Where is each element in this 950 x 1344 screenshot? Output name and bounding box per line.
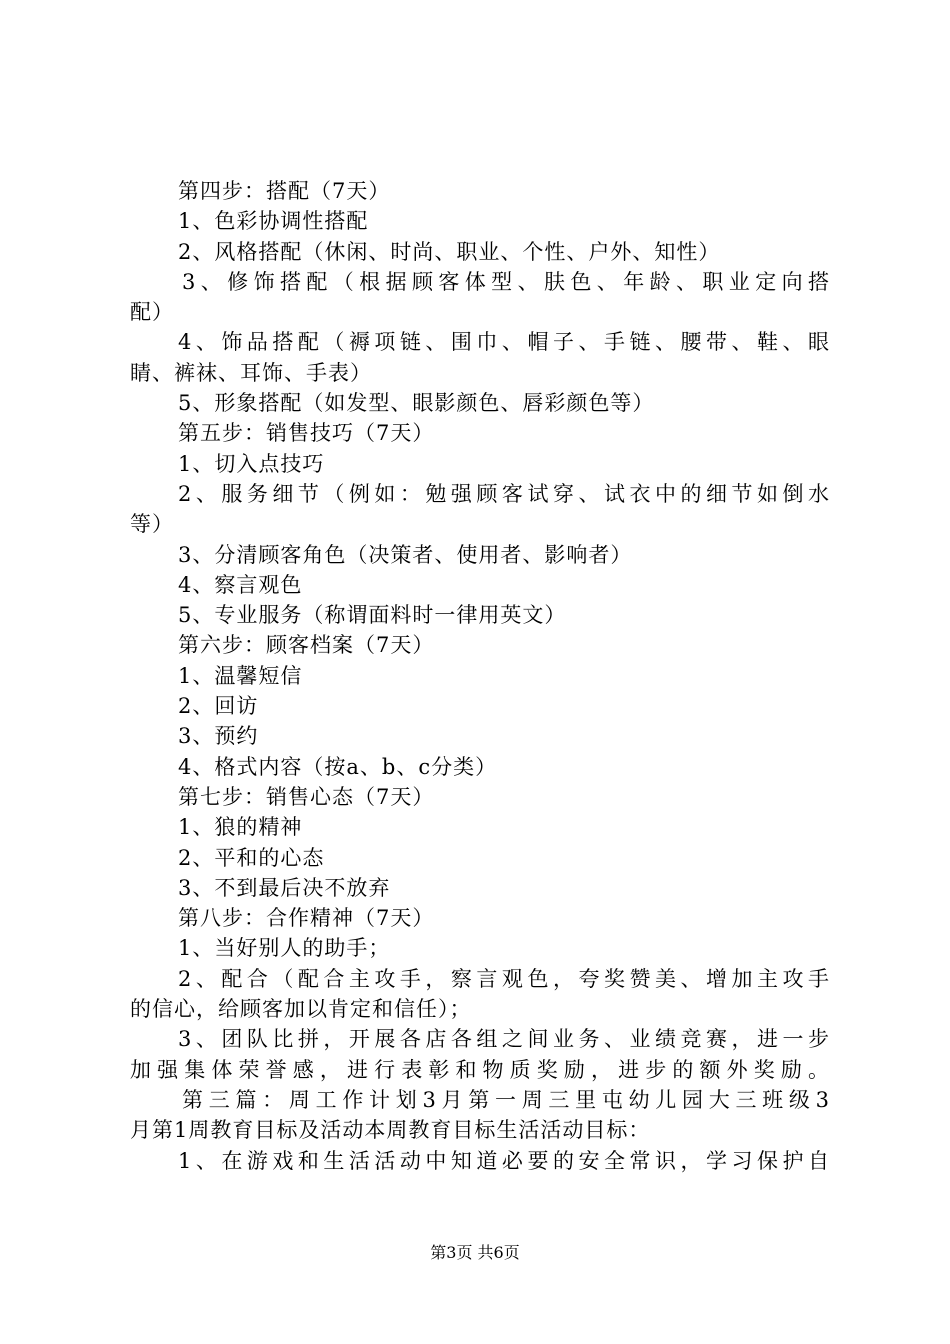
text-line: 加强集体荣誉感，进行表彰和物质奖励，进步的额外奖励。 xyxy=(130,1057,830,1082)
text-line: 3、团队比拼，开展各店各组之间业务、业绩竞赛，进一步 xyxy=(178,1027,830,1052)
text-line: 1、狼的精神 xyxy=(178,815,303,840)
text-line: 2、回访 xyxy=(178,694,259,719)
heading-step-4: 第四步：搭配（7天） xyxy=(178,179,391,203)
text-line: 3、预约 xyxy=(178,724,259,749)
text-line: 4、格式内容（按a、b、c分类） xyxy=(178,754,498,779)
text-line: 5、形象搭配（如发型、眼影颜色、唇彩颜色等） xyxy=(178,391,655,416)
text-line: 2、服务细节（例如：勉强顾客试穿、试衣中的细节如倒水 xyxy=(178,481,830,506)
text-line: 1、在游戏和生活活动中知道必要的安全常识，学习保护自 xyxy=(178,1148,830,1173)
text-line: 1、当好别人的助手； xyxy=(178,936,391,961)
document-body xyxy=(130,176,830,1176)
text-line: 3、不到最后决不放弃 xyxy=(178,875,391,900)
text-line: 5、专业服务（称谓面料时一律用英文） xyxy=(178,603,567,628)
text-line: 1、切入点技巧 xyxy=(178,451,325,476)
text-line: 4、饰品搭配（褥项链、围巾、帽子、手链、腰带、鞋、眼 xyxy=(178,330,830,355)
text-line: 2、风格搭配（休闲、时尚、职业、个性、户外、知性） xyxy=(178,239,721,264)
text-line: 2、平和的心态 xyxy=(178,845,325,870)
heading-part-3: 第三篇：周工作计划3月第一周三里屯幼儿园大三班级3 xyxy=(182,1087,830,1112)
heading-step-6: 第六步：顾客档案（7天） xyxy=(178,633,435,658)
heading-step-8: 第八步：合作精神（7天） xyxy=(178,906,435,931)
text-line: 2、配合（配合主攻手，察言观色，夸奖赞美、增加主攻手 xyxy=(178,966,830,991)
text-line: 的信心，给顾客加以肯定和信任）； xyxy=(130,997,472,1022)
text-line: 1、色彩协调性搭配 xyxy=(178,209,369,234)
text-line: 3、修饰搭配（根据顾客体型、肤色、年龄、职业定向搭 xyxy=(182,269,830,294)
text-line: 配） xyxy=(130,300,174,325)
heading-step-7: 第七步：销售心态（7天） xyxy=(178,784,435,809)
text-line: 1、温馨短信 xyxy=(178,663,303,688)
text-line: 月第1周教育目标及活动本周教育目标生活活动目标： xyxy=(130,1118,651,1143)
text-line: 3、分清顾客角色（决策者、使用者、影响者） xyxy=(178,542,633,567)
text-line: 睛、裤袜、耳饰、手表） xyxy=(130,360,372,385)
page-number-footer: 第3页 共6页 xyxy=(430,1243,520,1262)
text-line: 等） xyxy=(130,512,174,537)
text-line: 4、察言观色 xyxy=(178,572,303,597)
heading-step-5: 第五步：销售技巧（7天） xyxy=(178,421,435,446)
